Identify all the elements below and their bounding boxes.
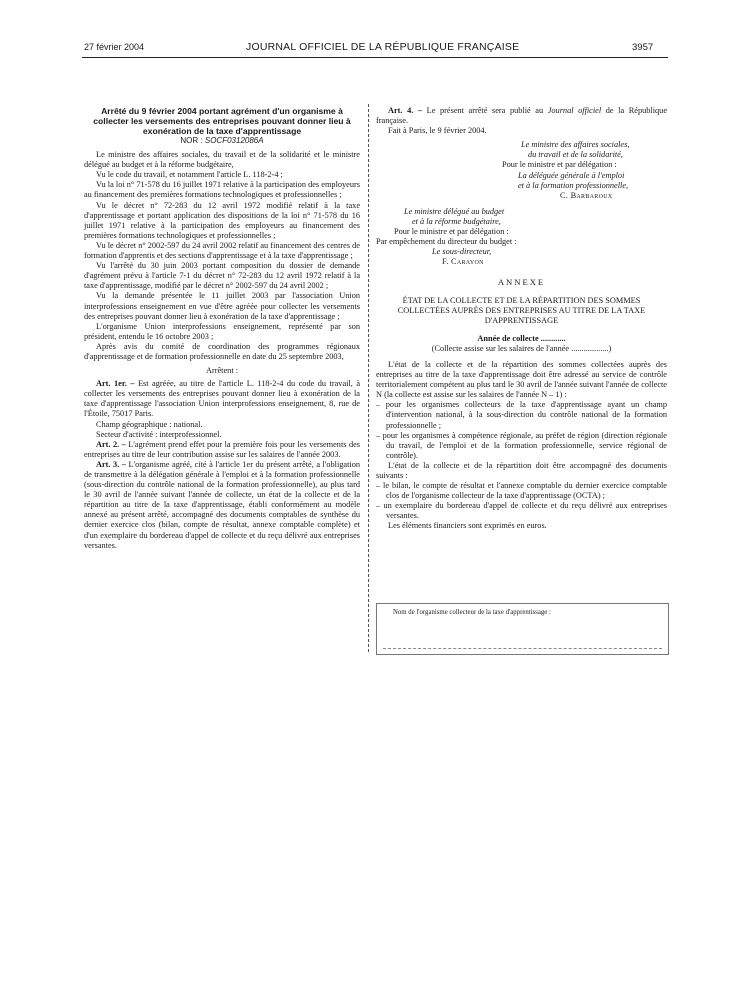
nor-reference [84, 136, 360, 146]
signature-block-2 [376, 207, 667, 268]
annexe-list-item: – un exemplaire du bordereau d'appel de collecte et du reçu délivré aux entreprises versantes. [376, 501, 667, 521]
preamble-paragraph: L'organisme Union interprofessions enseignement, représenté par son président, entendu le 16 octobre 2003 ; [84, 321, 360, 341]
nor-label: NOR : [180, 136, 203, 145]
signature-line: Le ministre délégué au budget [404, 206, 505, 216]
annexe-paragraph: L'état de la collecte et de la répartition doit être accompagné des documents suivants : [376, 460, 667, 480]
signatory-name: C. Barbaroux [560, 190, 613, 200]
signature-line: Pour le ministre et par délégation : [394, 227, 509, 237]
signature-line: La déléguée générale à l'emploi [518, 170, 625, 180]
preamble-paragraph: Vu le code du travail, et notamment l'article L. 118-2-4 ; [96, 170, 283, 180]
header-title: JOURNAL OFFICIEL DE LA RÉPUBLIQUE FRANÇAISE [246, 41, 520, 53]
preamble-paragraph: Le ministre des affaires sociales, du travail et de la solidarité et le ministre délégué au budget et à la réforme budgétaire, [84, 150, 360, 170]
annexe-subtitle: ÉTAT DE LA COLLECTE ET DE LA RÉPARTITION DES SOMMES COLLECTÉES AUPRÈS DES ENTREPRISES AU TITRE DE LA TAXE D'APPRENTISSAGE [397, 295, 646, 325]
article-4-text-b: de la République française. [376, 106, 668, 126]
collecte-note: (Collecte assise sur les salaires de l'année ..................) [431, 343, 612, 353]
annexe-paragraph: L'état de la collecte et de la répartition des sommes collectées auprès des entreprises au titre de la taxe d'apprentissage doit être adressé au service de contrôle territorialement compétent au plus tard le 30 avril de l'année suivant l'année de collecte N (la collecte est assise sur les salaires de l'année N – 1) : [376, 359, 667, 400]
secteur-activite: Secteur d'activité : interprofessionnel. [96, 429, 222, 439]
article-3 [84, 460, 360, 551]
arretent-label: Arrêtent : [205, 366, 239, 376]
header-date: 27 février 2004 [84, 42, 145, 52]
article-4-text-a: Le présent arrêté sera publié au [426, 106, 544, 115]
signature-line: et à la formation professionnelle, [518, 180, 629, 190]
organism-name-label: Nom de l'organisme collecteur de la taxe d'apprentissage : [393, 609, 551, 616]
signature-line: Le sous-directeur, [432, 247, 492, 257]
page-number: 3957 [632, 42, 654, 53]
decree-title: Arrêté du 9 février 2004 portant agrément d'un organisme à collecter les versements des entreprises pouvant donner lieu à exonération de la taxe d'apprentissage [93, 106, 351, 136]
right-column [376, 106, 667, 532]
article-2 [84, 440, 360, 460]
article-2-text: L'agrément prend effet pour la première fois pour les versements des entreprises au titre de leur contribution assise sur les salaires de l'année 2003. [84, 439, 360, 459]
preamble-paragraph: Après avis du comité de coordination des programmes régionaux d'apprentissage et de formation professionnelle en date du 25 septembre 2003, [84, 341, 360, 361]
column-divider [368, 104, 369, 652]
article-4 [376, 106, 667, 126]
article-3-label: Art. 3. – [96, 459, 126, 469]
organism-name-field [383, 608, 662, 649]
annexe-list-item: – pour les organismes collecteurs de la taxe d'apprentissage ayant un champ d'intervention national, à la sous-direction du contrôle national de la formation professionnelle ; [376, 400, 667, 430]
annexe-list-item: – pour les organismes à compétence régionale, au préfet de région (direction régionale du travail, de l'emploi et de la formation professionnelle, service régional de contrôle). [376, 430, 667, 460]
article-4-label: Art. 4. – [388, 106, 423, 115]
preamble-paragraph: Vu l'arrêté du 30 juin 2003 portant composition du dossier de demande d'agrément prévu à l'article 7-1 du décret n° 72-283 du 12 avril 1972 relatif à la taxe d'apprentissage, modifié par le décret n° 2002-597 du 24 avril 2002 ; [84, 261, 360, 291]
header-rule [82, 57, 668, 58]
article-1 [84, 379, 360, 419]
signature-line: du travail et de la solidarité, [528, 150, 623, 160]
article-1-label: Art. 1er. – [96, 379, 135, 389]
signature-block-1 [376, 140, 667, 201]
preamble-paragraph: Vu le décret n° 72-283 du 12 avril 1972 modifié relatif à la taxe d'apprentissage et portant application des dispositions de la loi n° 71-578 du 16 juillet 1971 relative à la participation des employeurs au financement des premières formations technologiques et professionnelles ; [84, 200, 360, 240]
left-column [84, 106, 360, 551]
signature-line: Pour le ministre et par délégation : [502, 160, 617, 170]
signature-line: et à la réforme budgétaire, [412, 216, 501, 226]
page-header [0, 42, 748, 58]
fait-a-paris: Fait à Paris, le 9 février 2004. [388, 126, 487, 136]
nor-code: SOCF0312086A [204, 136, 264, 145]
signature-line: Par empêchement du directeur du budget : [376, 237, 517, 247]
article-3-text: L'organisme agréé, cité à l'article 1er du présent arrêté, a l'obligation de transmettre à la délégation générale à l'emploi et à la formation professionnelle (sous-direction du contrôle national de la formation professionnelle), au plus tard le 30 avril de l'année suivant l'année de collecte, un état de la collecte et de la répartition au titre de la taxe d'apprentissage, établi conformément au modèle annexé au présent arrêté, accompagné des documents comptables de synthèse du dernier exercice clos (bilan, compte de résultat, annexe comptable complète) et d'un exemplaire du bordereau d'appel de collecte et du reçu délivré aux entreprises versantes. [84, 459, 361, 550]
preamble-paragraph: Vu la demande présentée le 11 juillet 2003 par l'association Union interprofessions enseignement en vue d'être agréée pour collecter les versements des entreprises pouvant donner lieu à exonération de la taxe d'apprentissage ; [84, 291, 360, 321]
article-2-label: Art. 2. – [96, 439, 126, 449]
organism-name-box [376, 603, 669, 655]
article-1-text: Est agréée, au titre de l'article L. 118-2-4 du code du travail, à collecter les versements des entreprises pouvant donner lieu à exonération de la taxe d'apprentissage l'association Union interprofessions enseignement, 8, rue de l'Étoile, 75017 Paris. [84, 379, 360, 419]
annexe-paragraph: Les éléments financiers sont exprimés en euros. [388, 521, 547, 531]
annexe-heading: ANNEXE [497, 277, 546, 288]
preamble-paragraph: Vu la loi n° 71-578 du 16 juillet 1971 relative à la participation des employeurs au financement des premières formations technologiques et professionnelles ; [84, 180, 360, 200]
preamble-paragraph: Vu le décret n° 2002-597 du 24 avril 2002 relatif au financement des centres de formation d'apprentis et des sections d'apprentissage et à la taxe d'apprentissage ; [84, 240, 360, 261]
annee-de-collecte: Année de collecte ............ [477, 333, 566, 343]
signature-line: Le ministre des affaires sociales, [521, 140, 630, 150]
annexe-list-item: – le bilan, le compte de résultat et l'annexe comptable du dernier exercice comptable clos de l'organisme collecteur de la taxe d'apprentissage (OCTA) ; [376, 481, 667, 501]
signatory-name: F. Carayon [442, 257, 484, 267]
article-4-text-italic: Journal officiel [547, 106, 602, 115]
champ-geographique: Champ géographique : national. [96, 419, 203, 429]
